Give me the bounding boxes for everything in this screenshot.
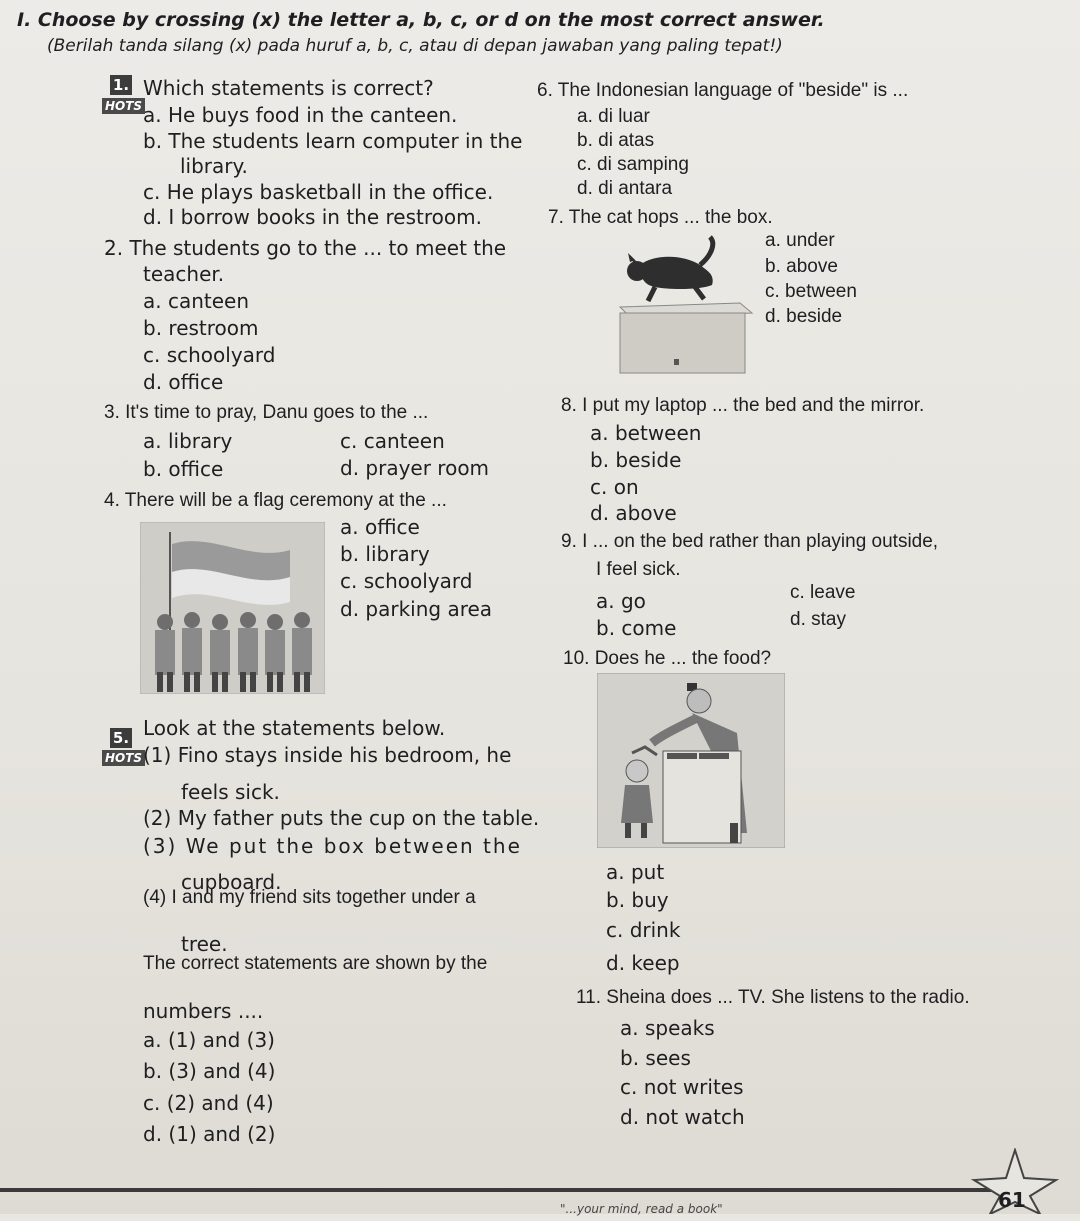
page-number: 61	[998, 1188, 1026, 1212]
question-5-statement-4-cont: tree.	[181, 932, 228, 956]
question-10-option-b[interactable]: b. buy	[606, 888, 669, 912]
question-2-text: 2. The students go to the ... to meet the	[104, 236, 507, 260]
hots-badge: HOTS	[102, 750, 145, 766]
question-5-statement-1: (1) Fino stays inside his bedroom, he	[143, 743, 512, 767]
question-5-option-c[interactable]: c. (2) and (4)	[143, 1091, 274, 1115]
question-4-text: 4. There will be a flag ceremony at the ...	[104, 490, 447, 511]
footer-quote: "...your mind, read a book"	[560, 1202, 723, 1216]
question-10-option-c[interactable]: c. drink	[606, 918, 681, 942]
question-3-option-a[interactable]: a. library	[143, 429, 233, 453]
question-5-option-a[interactable]: a. (1) and (3)	[143, 1028, 275, 1052]
question-2-text-cont: teacher.	[143, 262, 225, 286]
question-9-option-b[interactable]: b. come	[596, 616, 677, 640]
question-6-option-c[interactable]: c. di samping	[577, 154, 689, 175]
question-11-option-c[interactable]: c. not writes	[620, 1075, 744, 1099]
question-7-option-c[interactable]: c. between	[765, 281, 857, 302]
question-10-option-d[interactable]: d. keep	[606, 951, 680, 975]
question-3-option-c[interactable]: c. canteen	[340, 429, 445, 453]
question-4-option-d[interactable]: d. parking area	[340, 597, 493, 621]
question-5-option-b[interactable]: b. (3) and (4)	[143, 1059, 276, 1083]
question-5-statement-2: (2) My father puts the cup on the table.	[143, 806, 540, 830]
question-11-option-a[interactable]: a. speaks	[620, 1016, 715, 1040]
question-1-option-d[interactable]: d. I borrow books in the restroom.	[143, 205, 482, 229]
question-10-option-a[interactable]: a. put	[606, 860, 665, 884]
question-5-statement-3-cont: cupboard.	[181, 870, 282, 894]
question-7-option-a[interactable]: a. under	[765, 230, 835, 251]
question-9-text: 9. I ... on the bed rather than playing outside,	[561, 531, 939, 552]
question-5-prompt-cont: numbers ....	[143, 999, 264, 1023]
question-3-option-b[interactable]: b. office	[143, 457, 224, 481]
section-instruction: I. Choose by crossing (x) the letter a, b, c, or d on the most correct answer.	[17, 9, 825, 31]
question-1-number: 1.	[110, 75, 132, 95]
question-3-text: 3. It's time to pray, Danu goes to the ...	[104, 402, 429, 423]
question-4-option-c[interactable]: c. schoolyard	[340, 569, 473, 593]
question-10-text: 10. Does he ... the food?	[563, 648, 772, 669]
question-1-option-a[interactable]: a. He buys food in the canteen.	[143, 103, 458, 127]
question-5-statement-4: (4) I and my friend sits together under a	[143, 887, 476, 908]
flag-ceremony-illustration	[140, 522, 325, 694]
cat-box-illustration	[600, 235, 765, 380]
food-illustration	[597, 673, 785, 848]
question-6-option-d[interactable]: d. di antara	[577, 178, 673, 199]
question-5-option-d[interactable]: d. (1) and (2)	[143, 1122, 276, 1146]
question-9-option-a[interactable]: a. go	[596, 589, 646, 613]
section-instruction-translation: (Berilah tanda silang (x) pada huruf a, b, c, atau di depan jawaban yang paling tepat!)	[47, 36, 783, 56]
question-2-option-d[interactable]: d. office	[143, 370, 224, 394]
question-2-option-a[interactable]: a. canteen	[143, 289, 250, 313]
question-8-text: 8. I put my laptop ... the bed and the mirror.	[561, 395, 925, 416]
question-1-option-b-cont: library.	[180, 154, 248, 178]
question-1-option-c[interactable]: c. He plays basketball in the office.	[143, 180, 494, 204]
question-1-text: Which statements is correct?	[143, 76, 434, 100]
question-3-option-d[interactable]: d. prayer room	[340, 456, 490, 480]
question-5-text: Look at the statements below.	[143, 716, 446, 740]
question-9-text-cont: I feel sick.	[596, 559, 681, 580]
question-4-option-a[interactable]: a. office	[340, 515, 420, 539]
question-1-option-b[interactable]: b. The students learn computer in the	[143, 129, 523, 153]
question-5-prompt: The correct statements are shown by the	[143, 953, 488, 974]
question-5-number: 5.	[110, 728, 132, 748]
question-7-option-d[interactable]: d. beside	[765, 306, 843, 327]
question-5-statement-1-cont: feels sick.	[181, 780, 280, 804]
question-11-option-b[interactable]: b. sees	[620, 1046, 691, 1070]
question-7-option-b[interactable]: b. above	[765, 256, 838, 277]
question-6-option-a[interactable]: a. di luar	[577, 106, 650, 127]
question-11-text: 11. Sheina does ... TV. She listens to the radio.	[576, 987, 970, 1008]
question-8-option-b[interactable]: b. beside	[590, 448, 682, 472]
question-4-option-b[interactable]: b. library	[340, 542, 430, 566]
question-6-text: 6. The Indonesian language of "beside" is ...	[537, 80, 909, 101]
footer-rule	[0, 1188, 1000, 1192]
hots-badge: HOTS	[102, 98, 145, 114]
question-8-option-d[interactable]: d. above	[590, 501, 677, 525]
question-7-text: 7. The cat hops ... the box.	[548, 207, 773, 228]
question-8-option-a[interactable]: a. between	[590, 421, 702, 445]
question-2-option-b[interactable]: b. restroom	[143, 316, 259, 340]
question-8-option-c[interactable]: c. on	[590, 475, 639, 499]
question-2-option-c[interactable]: c. schoolyard	[143, 343, 276, 367]
question-9-option-c[interactable]: c. leave	[790, 582, 856, 603]
question-9-option-d[interactable]: d. stay	[790, 609, 846, 630]
question-6-option-b[interactable]: b. di atas	[577, 130, 655, 151]
question-11-option-d[interactable]: d. not watch	[620, 1105, 745, 1129]
question-5-statement-3: (3) We put the box between the	[143, 834, 522, 858]
